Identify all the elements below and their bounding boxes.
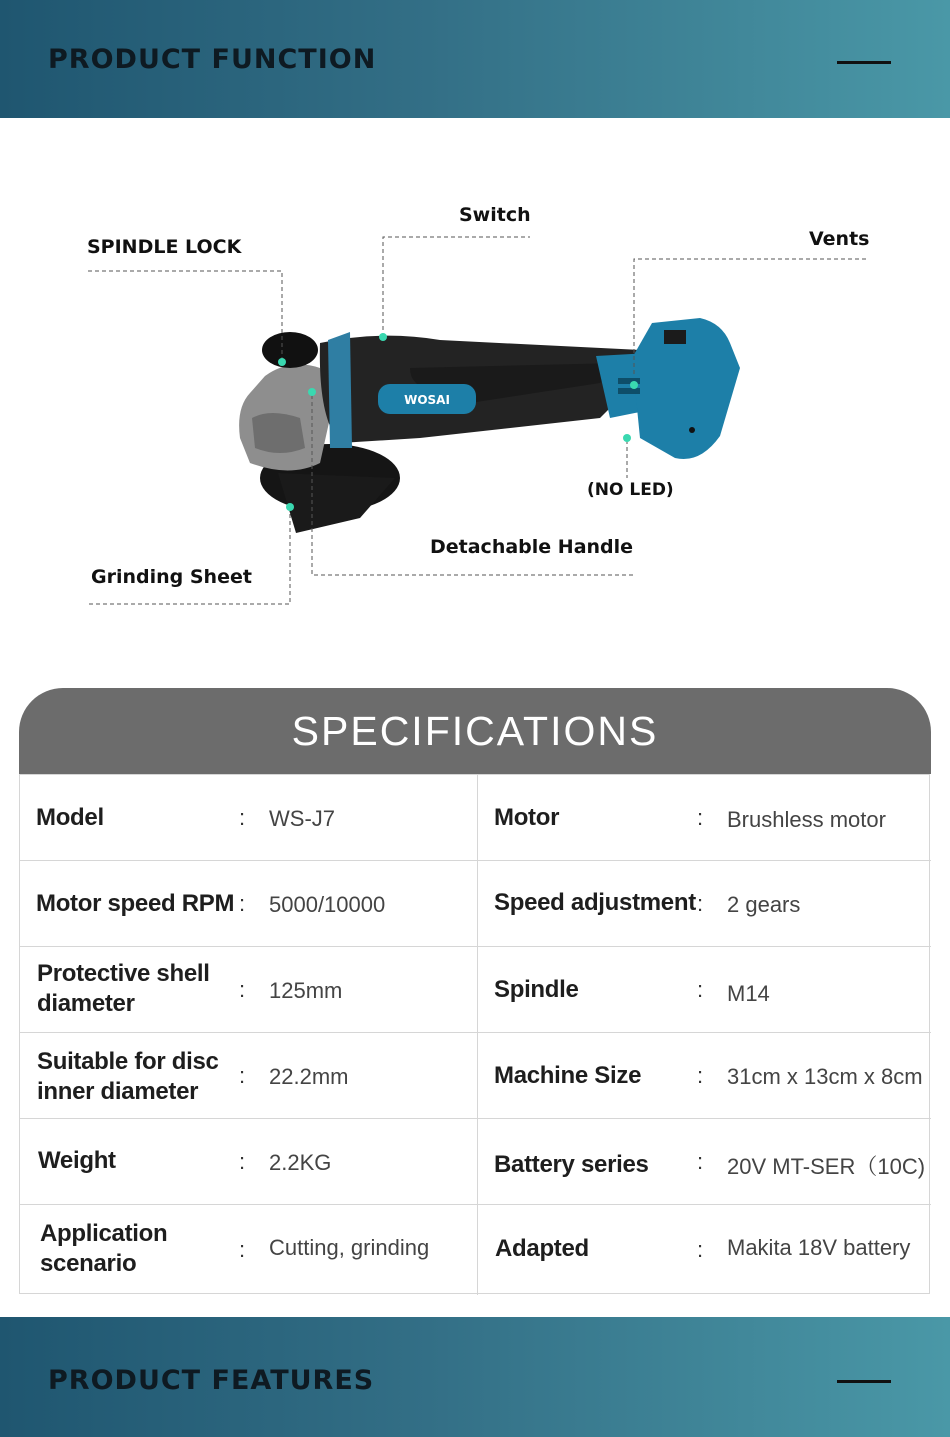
specifications-title: SPECIFICATIONS: [291, 708, 659, 754]
brand-logo: WOSAI: [404, 393, 450, 407]
spec-colon: :: [697, 805, 704, 830]
table-row: [20, 861, 931, 947]
callout-spindle-lock: SPINDLE LOCK: [87, 236, 242, 258]
spec-label: Speed adjustment: [494, 889, 696, 916]
callout-switch: Switch: [459, 204, 531, 226]
spec-value: 2.2KG: [269, 1150, 332, 1175]
spec-label: Model: [36, 804, 104, 831]
table-row: [20, 1205, 931, 1291]
spec-label: Weight: [38, 1147, 116, 1174]
callout-no-led: (NO LED): [587, 480, 674, 500]
spec-colon: :: [239, 1237, 246, 1262]
callout-grinding-sheet: Grinding Sheet: [91, 566, 252, 588]
bottom-banner: [0, 1317, 950, 1437]
spec-label: Battery series: [494, 1151, 649, 1178]
specifications-header: [19, 688, 931, 774]
specifications-table: [19, 774, 930, 1294]
spec-value: 22.2mm: [269, 1064, 349, 1089]
spec-value: WS-J7: [269, 806, 335, 831]
spec-label: Spindle: [494, 976, 579, 1003]
spec-value: 31cm x 13cm x 8cm: [727, 1064, 923, 1089]
spec-value: 20V MT-SER（10C): [727, 1154, 926, 1179]
table-row: [20, 775, 931, 861]
callout-detachable-handle: Detachable Handle: [430, 536, 634, 558]
table-row: [20, 1033, 931, 1119]
spec-value: 5000/10000: [269, 892, 386, 917]
spec-colon: :: [697, 1237, 704, 1262]
spec-value: M14: [727, 981, 770, 1006]
spec-colon: :: [697, 1063, 704, 1088]
spec-colon: :: [239, 977, 246, 1002]
section-title-product-features: PRODUCT FEATURES: [48, 1365, 375, 1396]
spec-value: 125mm: [269, 978, 343, 1003]
spec-label: Application scenario: [40, 1220, 168, 1277]
spec-label: Motor speed RPM: [36, 890, 235, 917]
spec-label: Adapted: [495, 1235, 589, 1262]
spec-label: Motor: [494, 804, 560, 831]
spec-colon: :: [239, 805, 246, 830]
spec-colon: :: [239, 891, 246, 916]
spec-value: 2 gears: [727, 892, 801, 917]
top-banner: [0, 0, 950, 118]
spec-colon: :: [239, 1149, 246, 1174]
dash-icon: [837, 61, 891, 64]
spec-label: Machine Size: [494, 1062, 642, 1089]
spec-value: Brushless motor: [727, 807, 886, 832]
spec-colon: :: [697, 977, 704, 1002]
spec-label: Protective shell diameter: [37, 960, 210, 1017]
table-row: [20, 1119, 931, 1205]
spec-value: Cutting, grinding: [269, 1235, 430, 1260]
spec-colon: :: [697, 891, 704, 916]
product-diagram: [0, 118, 950, 688]
dash-icon: [837, 1380, 891, 1383]
callout-vents: Vents: [809, 228, 870, 250]
table-row: [20, 947, 931, 1033]
spec-colon: :: [239, 1063, 246, 1088]
spec-value: Makita 18V battery: [727, 1235, 911, 1260]
section-title-product-function: PRODUCT FUNCTION: [48, 44, 377, 75]
spec-colon: :: [697, 1149, 704, 1174]
spec-label: Suitable for disc inner diameter: [37, 1048, 219, 1105]
